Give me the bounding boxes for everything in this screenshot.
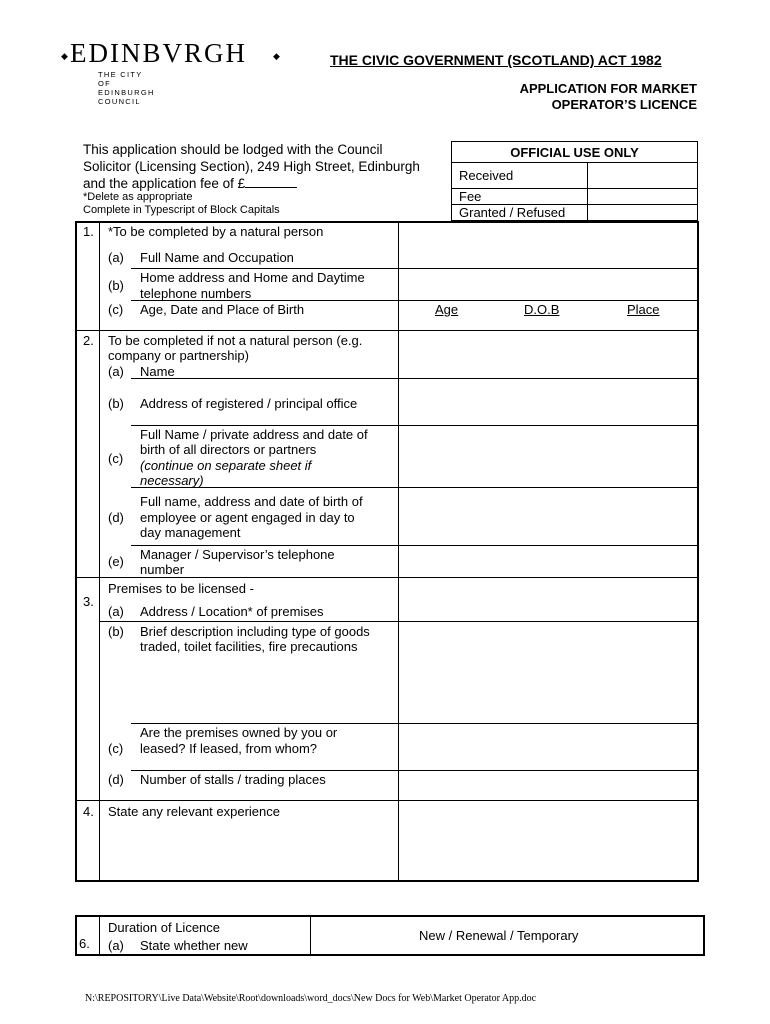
granted-refused-field[interactable] [588, 205, 698, 220]
s2-d-label: (d) [108, 510, 124, 525]
s2-b-label: (b) [108, 396, 124, 411]
fee-label: Fee [459, 189, 482, 204]
received-label: Received [459, 168, 514, 183]
section4-title: State any relevant experience [108, 804, 280, 819]
s2-manager-line1: Manager / Supervisor’s telephone [140, 547, 335, 562]
section2-number: 2. [83, 333, 94, 348]
logo-wordmark: EDINBVRGH [70, 38, 247, 68]
s3-d-label: (d) [108, 772, 124, 787]
s2-manager-field[interactable] [400, 546, 697, 577]
intro-text [83, 141, 420, 192]
s2-employee-line1: Full name, address and date of birth of [140, 494, 363, 509]
s3-ownership-line1: Are the premises owned by you or [140, 725, 338, 740]
document-path-footer: N:\REPOSITORY\Live Data\Website\Root\downloads\word_docs\New Docs for Web\Market Operator App.doc [85, 993, 537, 1004]
fee-field[interactable] [588, 189, 698, 204]
s2-name: Name [140, 364, 175, 379]
s1-home-address-line1: Home address and Home and Daytime [140, 270, 365, 285]
intro-line1: This application should be lodged with the Council [83, 142, 383, 157]
fee-blank[interactable] [245, 175, 297, 188]
s2-employee-field[interactable] [400, 488, 697, 545]
s3-a-label: (a) [108, 604, 124, 619]
granted-refused-label: Granted / Refused [459, 205, 566, 220]
s2-directors-line2: birth of all directors or partners [140, 442, 317, 457]
s6-a-label: (a) [108, 938, 124, 953]
section1-title: *To be completed by a natural person [108, 224, 324, 239]
s3-description-field[interactable] [400, 622, 697, 723]
s2-employee-line2: employee or agent engaged in day to [140, 510, 355, 525]
s1-address-field[interactable] [400, 269, 697, 300]
dob-header: D.O.B [524, 302, 560, 317]
s1-c-label: (c) [108, 302, 124, 317]
note-typescript: Complete in Typescript of Block Capitals [83, 204, 280, 216]
intro-line3: and the application fee of £ [83, 176, 246, 191]
section1-number: 1. [83, 224, 94, 239]
received-field[interactable] [588, 163, 698, 188]
application-title-line1: APPLICATION FOR MARKET [519, 81, 697, 96]
s2-employee-line3: day management [140, 525, 241, 540]
s2-manager-line2: number [140, 562, 185, 577]
diamond-icon: ◆ [61, 51, 68, 61]
act-title: THE CIVIC GOVERNMENT (SCOTLAND) ACT 1982 [330, 52, 662, 68]
s1-home-address-line2: telephone numbers [140, 286, 252, 301]
section2-title-line1: To be completed if not a natural person (e.g. [108, 333, 363, 348]
logo-subtitle: THE CITY OF EDINBURGH COUNCIL [98, 70, 155, 106]
licence-type-options[interactable]: New / Renewal / Temporary [419, 928, 579, 943]
s1-name-field[interactable] [400, 222, 697, 268]
section2-title-line2: company or partnership) [108, 348, 249, 363]
s2-directors-line3: (continue on separate sheet if [140, 458, 312, 473]
section3-title: Premises to be licensed - [108, 581, 254, 596]
note-delete: *Delete as appropriate [83, 191, 193, 203]
s3-address-field[interactable] [400, 578, 697, 621]
place-header: Place [627, 302, 660, 317]
s2-c-label: (c) [108, 451, 124, 466]
application-title [520, 81, 697, 113]
age-header: Age [435, 302, 459, 317]
s3-description-line1: Brief description including type of goods [140, 624, 370, 639]
s3-description-line2: traded, toilet facilities, fire precautions [140, 639, 358, 654]
official-use-box [451, 141, 698, 221]
s2-directors-line1: Full Name / private address and date of [140, 427, 368, 442]
s2-directors-field[interactable] [400, 426, 697, 487]
s1-b-label: (b) [108, 278, 124, 293]
s1-a-label: (a) [108, 250, 124, 265]
s1-full-name-occupation: Full Name and Occupation [140, 250, 294, 265]
official-use-title: OFFICIAL USE ONLY [510, 145, 639, 160]
s1-age-dob-place: Age, Date and Place of Birth [140, 302, 305, 317]
s2-directors-line4: necessary) [140, 473, 204, 488]
s2-a-label: (a) [108, 364, 124, 379]
section3-number: 3. [83, 594, 94, 609]
section6-number: 6. [79, 936, 90, 951]
s3-ownership-field[interactable] [400, 724, 697, 770]
s3-b-label: (b) [108, 624, 124, 639]
s3-address-location: Address / Location* of premises [140, 604, 324, 619]
s6-state-whether-new: State whether new [140, 938, 248, 953]
intro-line2: Solicitor (Licensing Section), 249 High Street, Edinburgh [83, 159, 420, 174]
s3-stalls: Number of stalls / trading places [140, 772, 326, 787]
diamond-icon: ◆ [273, 51, 280, 61]
s4-experience-field[interactable] [400, 801, 697, 880]
s3-ownership-line2: leased? If leased, from whom? [140, 741, 318, 756]
s2-e-label: (e) [108, 554, 124, 569]
s2-registered-office: Address of registered / principal office [140, 396, 358, 411]
application-title-line2: OPERATOR’S LICENCE [551, 97, 697, 112]
s3-c-label: (c) [108, 741, 124, 756]
section6-title: Duration of Licence [108, 920, 221, 935]
section4-number: 4. [83, 804, 94, 819]
s2-name-field[interactable] [400, 331, 697, 378]
s2-office-field[interactable] [400, 379, 697, 425]
s3-stalls-field[interactable] [400, 771, 697, 800]
